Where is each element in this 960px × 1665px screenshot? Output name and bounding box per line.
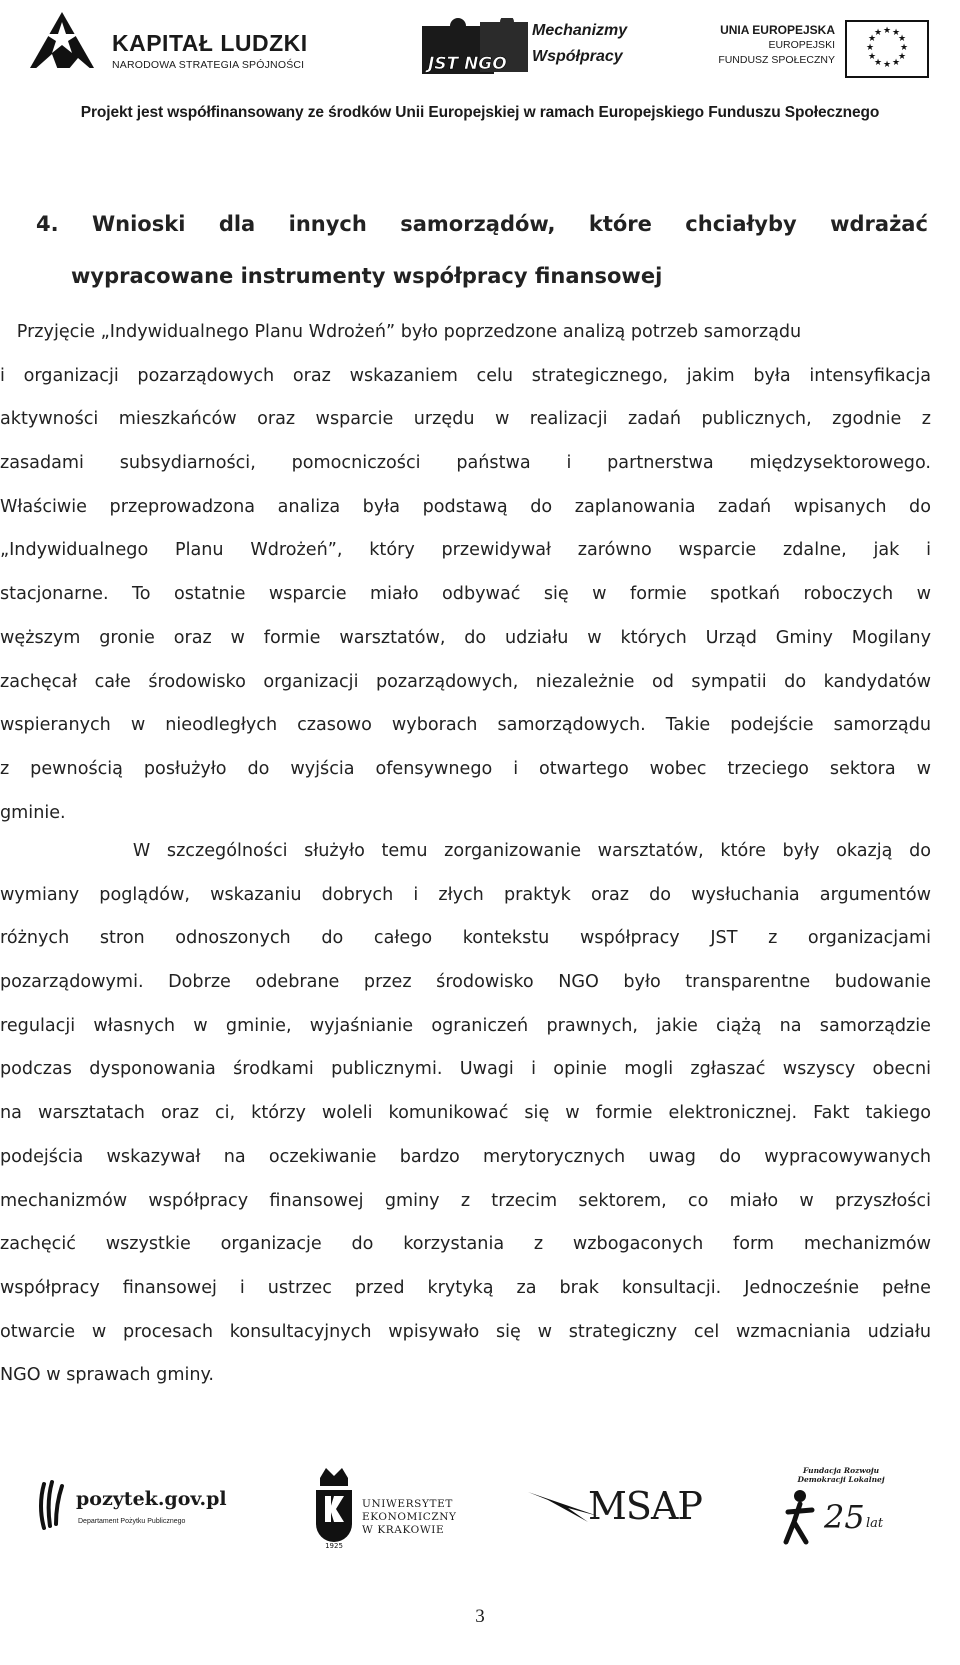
svg-text:★: ★ <box>873 28 883 38</box>
text-line: z pewnością posłużyło do wyjścia ofensywnego i otwartego wobec trzeciego sektora w <box>0 758 931 779</box>
frdl-lat: lat <box>866 1516 884 1531</box>
paragraph-2 <box>0 830 931 1398</box>
frdl-25: 25 <box>824 1498 865 1536</box>
pozytek-hand-icon <box>38 1478 68 1530</box>
text-line: otwarcie w procesach konsultacyjnych wpisywało się w strategiczny cel wzmacniania udziału <box>0 1321 931 1342</box>
frdl-line2: Demokracji Lokalnej <box>797 1475 885 1484</box>
wspolpracy-text: Współpracy <box>532 48 623 65</box>
text-line: wspieranych w nieodległych czasowo wyborach samorządowych. Takie podejście samorządu <box>0 715 931 736</box>
text-line: i organizacji pozarządowych oraz wskazaniem celu strategicznego, jakim była intensyfikacja <box>0 365 931 386</box>
svg-text:★: ★ <box>873 58 883 68</box>
text-line: NGO w sprawach gminy. <box>0 1365 214 1386</box>
uek-line3: W KRAKOWIE <box>362 1524 445 1536</box>
page-header <box>0 0 960 130</box>
text-line: podczas dysponowania środkami publicznymi. Uwagi i opinie mogli zgłaszać wszyscy obecni <box>0 1059 931 1080</box>
eu-flag-icon <box>845 20 929 78</box>
kapital-ludzki-subtitle: NARODOWA STRATEGIA SPÓJNOŚCI <box>112 59 305 71</box>
svg-text:★: ★ <box>891 28 901 38</box>
msap-name: MSAP <box>588 1484 702 1528</box>
pozytek-name: pozytek.gov.pl <box>76 1488 227 1510</box>
heading-word: samorządów, <box>400 212 556 236</box>
heading-word: które <box>588 212 652 236</box>
page-footer <box>0 1460 960 1580</box>
pozytek-logo <box>38 1478 238 1538</box>
mechanizmy-wspolpracy-logo <box>420 8 640 78</box>
kapital-ludzki-title: KAPITAŁ LUDZKI <box>112 30 308 56</box>
text-line: gminie. <box>0 802 66 823</box>
uek-line1: UNIWERSYTET <box>362 1498 453 1510</box>
uek-text <box>362 1498 457 1537</box>
frdl-figure-icon <box>780 1488 820 1548</box>
ue-line3: FUNDUSZ SPOŁECZNY <box>718 54 835 66</box>
ue-line2: EUROPEJSKI <box>768 39 835 51</box>
uek-crest-icon <box>312 1464 356 1552</box>
text-line: aktywności mieszkańców oraz wsparcie urzędu w realizacji zadań publicznych, zgodnie z <box>0 409 931 430</box>
text-line: stacjonarne. To ostatnie wsparcie miało odbywać się w formie spotkań roboczych w <box>0 584 931 605</box>
paragraph-1 <box>0 311 931 835</box>
mechanizmy-text: Mechanizmy <box>532 22 628 39</box>
kapital-ludzki-logo <box>22 8 322 78</box>
heading-line-2: wypracowane instrumenty współpracy finansowej <box>71 264 663 288</box>
heading-line-1 <box>36 212 928 242</box>
svg-text:★: ★ <box>882 26 892 36</box>
heading-word: Wnioski <box>92 212 186 236</box>
text-line: regulacji własnych w gminie, wyjaśnianie ograniczeń prawnych, jakie ciążą na samorządzie <box>0 1015 931 1036</box>
heading-word: 4. <box>36 212 59 236</box>
project-cofinancing-line: Projekt jest współfinansowany ze środków Unii Europejskiej w ramach Europejskiego Funduszu Społecznego <box>80 104 880 121</box>
text-line: wymiany poglądów, wskazaniu dobrych i złych praktyk oraz do wysłuchania argumentów <box>0 884 931 905</box>
frdl-logo <box>780 1466 910 1556</box>
uek-year: 1925 <box>325 1542 343 1550</box>
text-line: węższym gronie oraz w formie warsztatów, do udziału w których Urząd Gminy Mogilany <box>0 627 931 648</box>
text-line: Przyjęcie „Indywidualnego Planu Wdrożeń” było poprzedzone analizą potrzeb samorządu <box>0 322 802 342</box>
text-line: Właściwie przeprowadzona analiza była podstawą do zaplanowania zadań wpisanych do <box>0 496 931 517</box>
ue-efs-logo <box>690 20 940 80</box>
kapital-ludzki-star-icon <box>22 8 104 78</box>
text-line: „Indywidualnego Planu Wdrożeń”, który przewidywał zarówno wsparcie zdalne, jak i <box>0 540 931 561</box>
ue-title: UNIA EUROPEJSKA <box>720 23 835 37</box>
heading-word: chciałyby <box>685 212 797 236</box>
frdl-text <box>786 1466 896 1484</box>
heading-word: innych <box>288 212 367 236</box>
text-line: na warsztatach oraz ci, którzy woleli komunikować się w formie elektronicznej. Fakt takiego <box>0 1103 931 1124</box>
text-line: współpracy finansowej i ustrzec przed krytyką za brak konsultacji. Jednocześnie pełne <box>0 1277 931 1298</box>
text-line: różnych stron odnoszonych do całego kontekstu współpracy JST z organizacjami <box>0 928 931 949</box>
ue-text-block <box>690 22 835 68</box>
text-line: pozarządowymi. Dobrze odebrane przez środowisko NGO było transparentne budowanie <box>0 972 931 993</box>
heading-word: wdrażać <box>830 212 928 236</box>
text-line: mechanizmów współpracy finansowej gminy z trzecim sektorem, co miało w przyszłości <box>0 1190 931 1211</box>
pozytek-sub: Departament Pożytku Publicznego <box>78 1518 186 1525</box>
svg-text:★: ★ <box>897 52 907 62</box>
text-line: zachęcić wszystkie organizacje do korzystania z wzbogaconych form mechanizmów <box>0 1234 931 1255</box>
svg-text:★: ★ <box>867 34 877 44</box>
text-line: zachęcał całe środowisko organizacji pozarządowych, niezależnie od sympatii do kandydatów <box>0 671 931 692</box>
section-heading <box>36 212 928 288</box>
frdl-line1: Fundacja Rozwoju <box>802 1466 880 1475</box>
text-line: podejścia wskazywał na oczekiwanie bardzo merytorycznych uwag do wypracowywanych <box>0 1146 931 1167</box>
jst-ngo-badge: JST NGO <box>428 54 507 74</box>
text-line: zasadami subsydiarności, pomocniczości państwa i partnerstwa międzysektorowego. <box>0 453 931 474</box>
heading-word: dla <box>218 212 256 236</box>
text-line: W szczególności służyło temu zorganizowanie warsztatów, które były okazją do <box>0 841 931 861</box>
svg-text:★: ★ <box>897 34 907 44</box>
svg-text:★: ★ <box>882 60 892 70</box>
msap-logo <box>528 1484 702 1534</box>
svg-text:★: ★ <box>867 52 877 62</box>
svg-text:★: ★ <box>891 58 901 68</box>
uek-logo <box>312 1464 472 1554</box>
svg-text:★: ★ <box>899 43 909 53</box>
uek-line2: EKONOMICZNY <box>362 1511 457 1523</box>
svg-text:★: ★ <box>865 43 875 53</box>
page-number: 3 <box>475 1606 485 1627</box>
